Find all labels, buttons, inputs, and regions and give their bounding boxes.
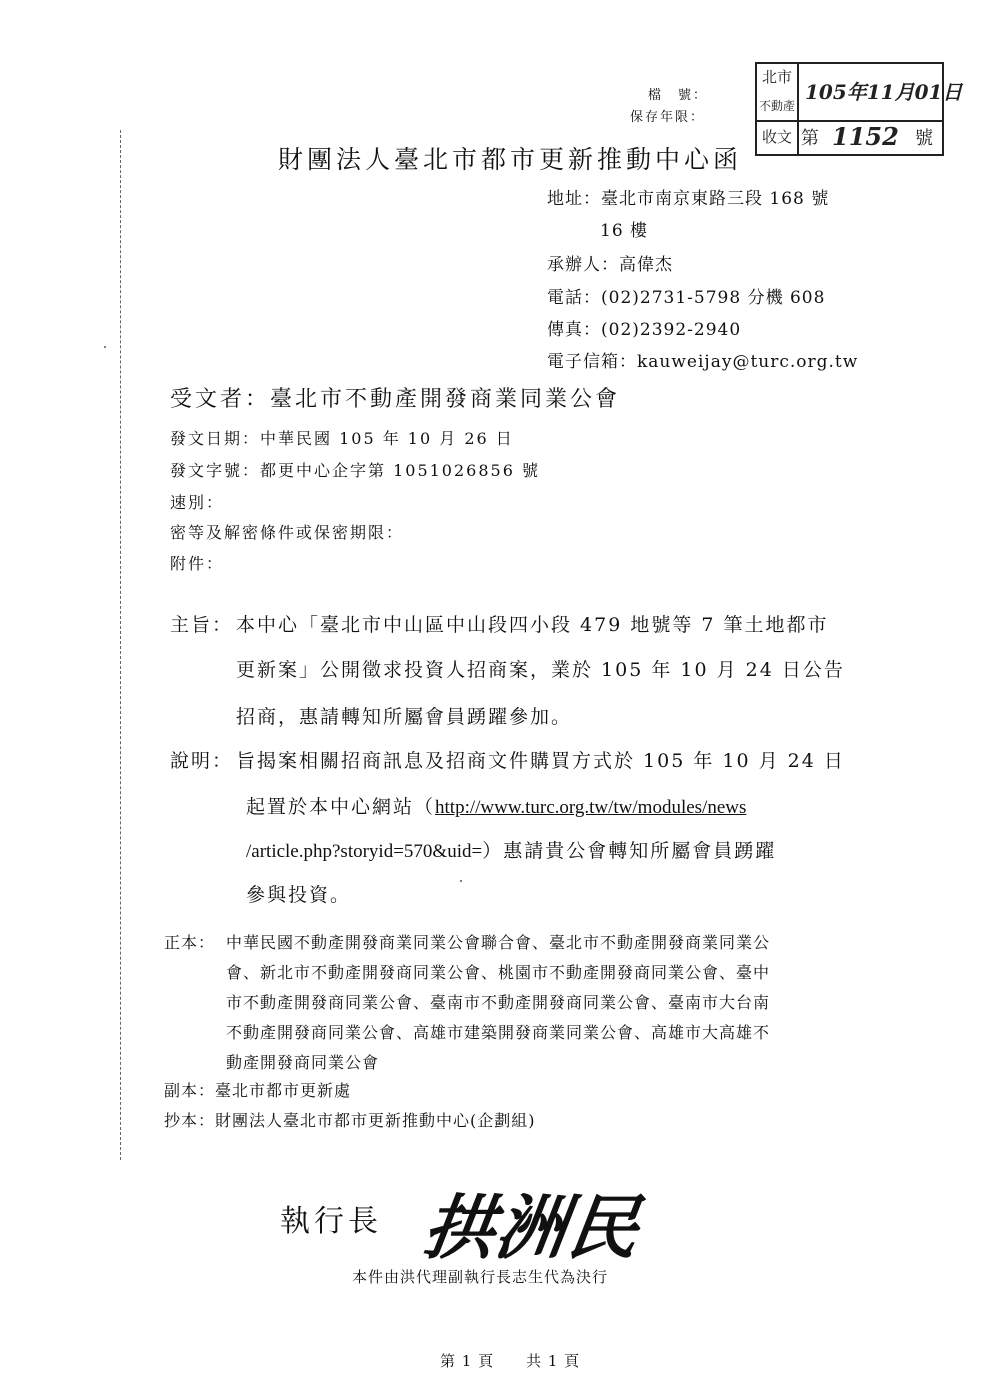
attachment: 附件： bbox=[170, 554, 225, 573]
explanation-line-1: 旨揭案相關招商訊息及招商文件購買方式於 105 年 10 月 24 日 bbox=[236, 750, 845, 772]
explanation-line-3-suffix: ）惠請貴公會轉知所屬會員踴躍 bbox=[482, 840, 777, 862]
original-recipients-label: 正本： bbox=[164, 933, 216, 952]
original-recipients-line: 會、新北市不動產開發商同業公會、桃園市不動產開發商同業公會、臺中 bbox=[226, 963, 771, 982]
stamp-number-prefix: 第 bbox=[801, 128, 819, 149]
scan-speck bbox=[104, 346, 106, 348]
delegation-note: 本件由洪代理副執行長志生代為決行 bbox=[352, 1268, 609, 1286]
handler: 承辦人：高偉杰 bbox=[547, 255, 673, 275]
stamp-org-top: 北市 bbox=[761, 68, 792, 86]
subject-line-2: 更新案」公開徵求投資人招商案，業於 105 年 10 月 24 日公告 bbox=[236, 659, 845, 681]
issue-number: 發文字號：都更中心企字第 1051026856 號 bbox=[170, 461, 540, 480]
explanation-line-3 bbox=[246, 836, 776, 863]
address-line-1: 地址：臺北市南京東路三段 168 號 bbox=[547, 189, 830, 209]
recipient: 受文者：臺北市不動產開發商業同業公會 bbox=[170, 387, 621, 412]
email: 電子信箱：kauweijay@turc.org.tw bbox=[547, 352, 859, 372]
receipt-stamp bbox=[755, 62, 963, 156]
stamp-number-suffix: 號 bbox=[915, 128, 933, 149]
explanation-line-4: 參與投資。 bbox=[246, 884, 352, 906]
subject-label: 主旨： bbox=[170, 614, 234, 636]
stamp-date: 105年11月01日 bbox=[805, 80, 963, 104]
binding-margin-line bbox=[120, 130, 121, 1160]
explanation-label: 說明： bbox=[170, 750, 234, 772]
transcript-recipients: 抄本：財團法人臺北市都市更新推動中心(企劃組) bbox=[164, 1111, 536, 1130]
secrecy-level: 密等及解密條件或保密期限： bbox=[170, 523, 405, 542]
signature-title: 執行長 bbox=[280, 1204, 382, 1239]
issue-date: 發文日期：中華民國 105 年 10 月 26 日 bbox=[170, 429, 514, 448]
file-number-label: 檔 號： bbox=[648, 88, 709, 103]
subject-line-3: 招商，惠請轉知所屬會員踴躍參加。 bbox=[236, 706, 573, 728]
copy-recipients: 副本：臺北市都市更新處 bbox=[164, 1081, 352, 1100]
website-url-part-2[interactable]: /article.php?storyid=570&uid= bbox=[246, 841, 483, 862]
retention-period-label: 保存年限： bbox=[630, 110, 706, 125]
page-number: 第 1 頁 共 1 頁 bbox=[440, 1352, 581, 1370]
original-recipients-line: 中華民國不動產開發商業同業公會聯合會、臺北市不動產開發商業同業公 bbox=[226, 933, 771, 952]
fax: 傳真：(02)2392-2940 bbox=[547, 320, 742, 340]
stamp-org-bottom: 收文 bbox=[761, 128, 792, 146]
website-url-part-1[interactable]: http://www.turc.org.tw/tw/modules/news bbox=[435, 797, 747, 818]
explanation-line-2 bbox=[246, 792, 746, 819]
original-recipients-line: 市不動產開發商同業公會、臺南市不動產開發商同業公會、臺南市大台南 bbox=[226, 993, 771, 1012]
original-recipients-line: 動產開發商同業公會 bbox=[226, 1053, 380, 1072]
phone: 電話：(02)2731-5798 分機 608 bbox=[547, 288, 826, 308]
stamp-org-mid: 不動產 bbox=[758, 99, 795, 113]
subject-line-1: 本中心「臺北市中山區中山段四小段 479 地號等 7 筆土地都市 bbox=[236, 614, 829, 636]
document-title: 財團法人臺北市都市更新推動中心函 bbox=[278, 145, 743, 174]
signature-name: 拱洲民 bbox=[418, 1186, 647, 1269]
address-line-2: 16 樓 bbox=[600, 221, 649, 241]
stamp-number-value: 1152 bbox=[832, 122, 899, 151]
scan-speck bbox=[460, 880, 462, 882]
explanation-line-2-prefix: 起置於本中心網站（ bbox=[246, 796, 436, 818]
original-recipients-line: 不動產開發商同業公會、高雄市建築開發商業同業公會、高雄市大高雄不 bbox=[226, 1023, 771, 1042]
speed-class: 速別： bbox=[170, 493, 225, 512]
